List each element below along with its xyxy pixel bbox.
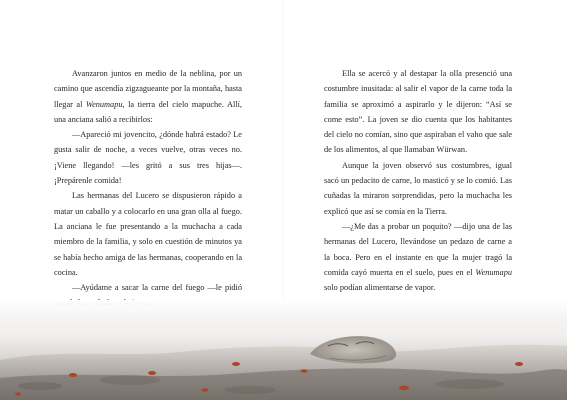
right-text-column [324, 66, 512, 295]
illustration-misty-ground [0, 300, 567, 400]
emphasis-word: Wenumapu [85, 99, 123, 109]
paragraph-text: —¿Me das a probar un poquito? —dijo una de las hermanas del Lucero, llevándose un pedazo de carne a la boca. Pero en el instante en que la mujer tragó la comida cayó muerta en el suelo, pues en el [324, 221, 512, 277]
paragraph-text: solo podían alimentarse de vapor. [324, 283, 436, 293]
paragraph: —Ayúdame a sacar la carne del fuego —le pidió [72, 283, 242, 293]
paragraph [324, 219, 512, 295]
paragraph: Ella se acercó y al destapar la olla presenció una costumbre inusitada: al salir el vapor de la carne toda la familia se aproximó a aspirarlo y le dijeron: “Así se come esto”. La joven se dio cuenta que los habitantes del cielo no comían, sino que aspiraban el vaho que sale de los alimentos, al que llamaban Würwan. [324, 69, 512, 155]
emphasis-word: Wenumapu [475, 267, 512, 277]
paragraph: Las hermanas del Lucero se dispusieron rápido a matar un caballo y a colocarlo en una gran olla al fuego. La anciana le fue presentando a la muchacha a cada miembro de la familia, y solo en cuestión de minutos ya se había hecho amiga de las hermanas, cooperando en la cocina. [54, 191, 242, 277]
paragraph-text: Avanzaron juntos en medio de la neblina, por un camino que ascendía zigzagueante por la montaña, hasta llegar al [54, 69, 242, 109]
paragraph-text: , la tierra del cielo mapuche. Allí, una anciana salió a recibirlos: [54, 99, 242, 124]
paragraph [54, 66, 242, 127]
paragraph: Aunque la joven observó sus costumbres, igual sacó un pedacito de carne, lo masticó y se lo comió. Las cuñadas la miraron sorprendidas, pero la muchacha les explicó que así se comía en la Tierra. [324, 160, 512, 216]
paragraph: —Apareció mi jovencito, ¿dónde habrá estado? Le gusta salir de noche, a veces vuelve, otras veces no. ¡Viene llegando! —les gritó a sus tres hijas—. ¡Prepárenle comida! [54, 130, 242, 186]
misty-ground-illustration [0, 300, 567, 400]
left-text-column [54, 66, 242, 311]
